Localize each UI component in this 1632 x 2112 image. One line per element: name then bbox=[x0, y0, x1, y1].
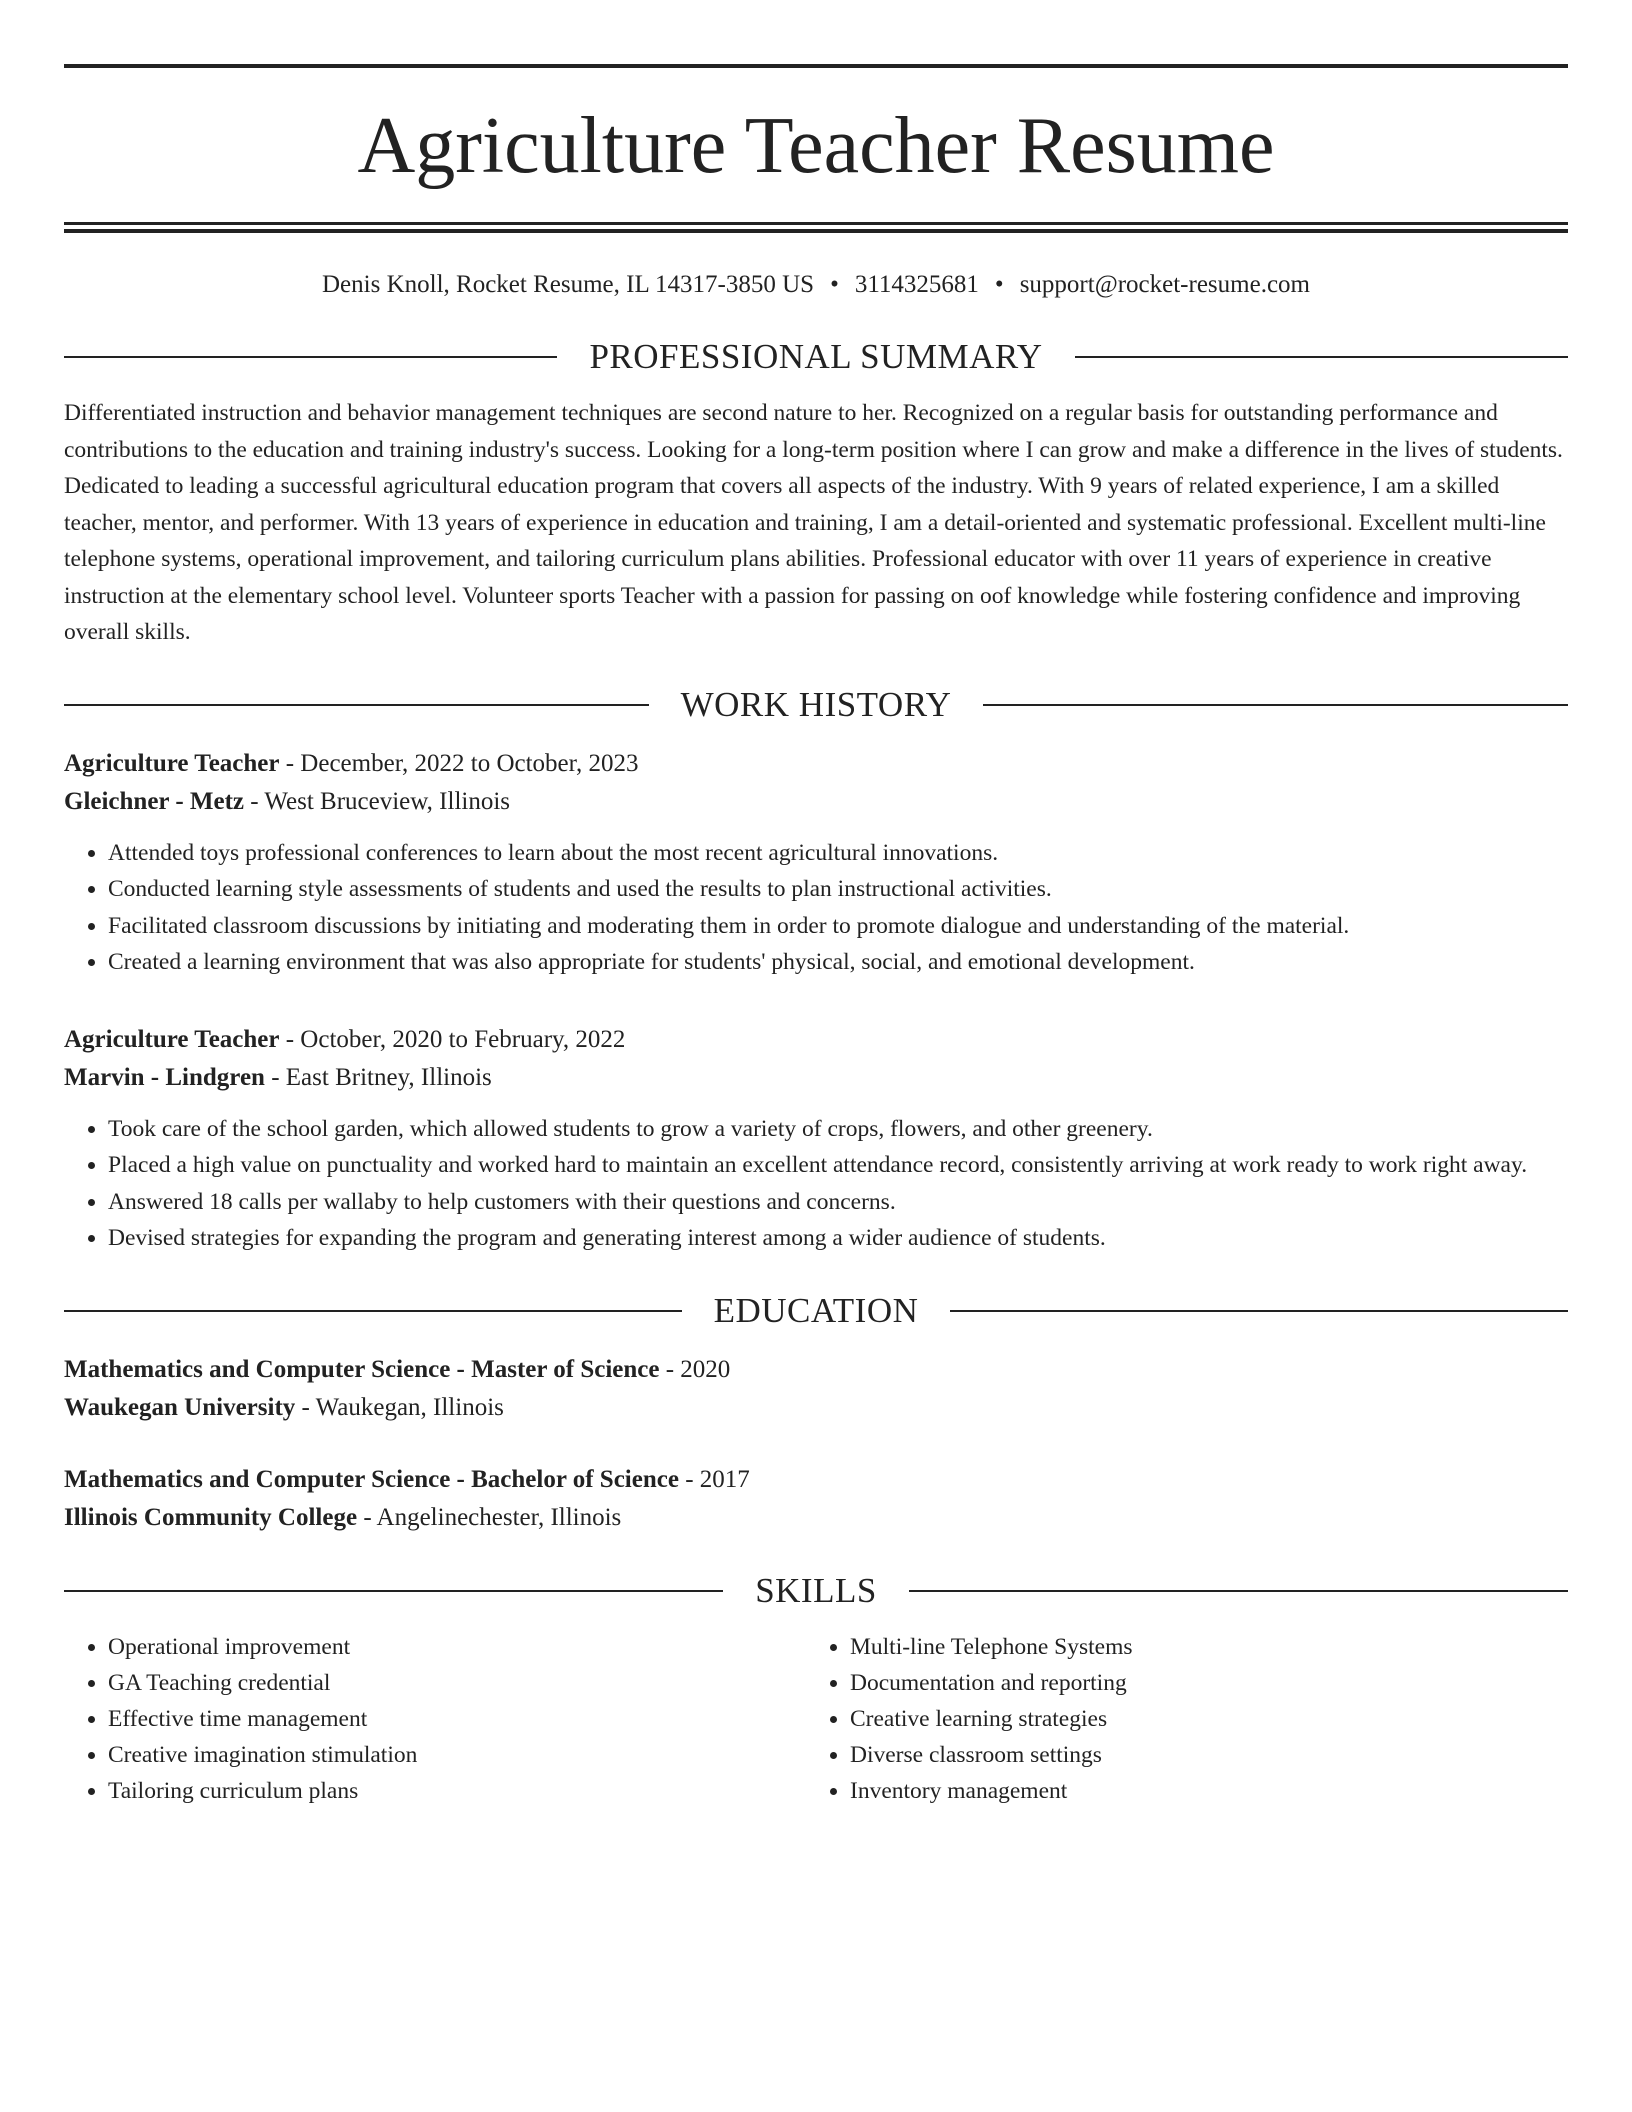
skills-list-left bbox=[64, 1629, 806, 1809]
job-dates: - December, 2022 to October, 2023 bbox=[279, 749, 639, 777]
section-rule-left bbox=[64, 704, 649, 706]
skills-heading: SKILLS bbox=[755, 1570, 877, 1610]
summary-section-header bbox=[64, 335, 1568, 379]
contact-email: support@rocket-resume.com bbox=[1019, 271, 1310, 298]
degree-line bbox=[64, 1461, 1568, 1499]
skill-item: • Diverse classroom settings bbox=[850, 1737, 1548, 1773]
skill-item: • Inventory management bbox=[850, 1773, 1548, 1809]
job-bullet: • Created a learning environment that was also appropriate for students' physical, social, and emotional development. bbox=[108, 944, 1568, 981]
school-location: - Waukegan, Illinois bbox=[295, 1393, 504, 1421]
job-title-line bbox=[64, 1021, 1568, 1059]
school: Illinois Community College bbox=[64, 1503, 358, 1531]
job-location: - East Britney, Illinois bbox=[264, 1063, 492, 1091]
education-heading: EDUCATION bbox=[713, 1290, 919, 1330]
section-rule-left bbox=[64, 1590, 723, 1592]
school-line bbox=[64, 1499, 1568, 1537]
school: Waukegan University bbox=[64, 1393, 296, 1421]
skill-item: • Multi-line Telephone Systems bbox=[850, 1629, 1548, 1665]
contact-address: Denis Knoll, Rocket Resume, IL 14317-3850 US bbox=[322, 271, 815, 298]
resume-title: Agriculture Teacher Resume bbox=[357, 102, 1275, 190]
job-location: - West Bruceview, Illinois bbox=[244, 787, 511, 815]
skill-item: • GA Teaching credential bbox=[108, 1665, 806, 1701]
job-entry bbox=[64, 745, 1568, 981]
skill-item: • Documentation and reporting bbox=[850, 1665, 1548, 1701]
job-bullet: • Took care of the school garden, which allowed students to grow a variety of crops, flowers, and other greenery. bbox=[108, 1111, 1568, 1148]
title-double-rule bbox=[64, 222, 1568, 233]
section-rule-right bbox=[983, 704, 1568, 706]
job-bullets bbox=[64, 835, 1568, 981]
skills-columns bbox=[64, 1629, 1568, 1809]
degree: Mathematics and Computer Science - Master of Science bbox=[64, 1355, 660, 1383]
section-rule-left bbox=[64, 1310, 682, 1312]
job-dates: - October, 2020 to February, 2022 bbox=[279, 1025, 626, 1053]
degree-year: - 2020 bbox=[659, 1355, 731, 1383]
skill-item: • Creative imagination stimulation bbox=[108, 1737, 806, 1773]
contact-separator: • bbox=[830, 271, 839, 298]
job-title: Agriculture Teacher bbox=[64, 1025, 280, 1053]
skills-section-header bbox=[64, 1569, 1568, 1613]
education-entry bbox=[64, 1461, 1568, 1537]
education-section-header bbox=[64, 1289, 1568, 1333]
section-rule-right bbox=[909, 1590, 1568, 1592]
job-entry bbox=[64, 1021, 1568, 1257]
contact-phone: 3114325681 bbox=[854, 271, 979, 298]
resume-page bbox=[64, 64, 1568, 1809]
skill-item: • Tailoring curriculum plans bbox=[108, 1773, 806, 1809]
job-bullet: • Facilitated classroom discussions by initiating and moderating them in order to promote dialogue and understanding of the material. bbox=[108, 908, 1568, 945]
skills-list-right bbox=[806, 1629, 1548, 1809]
job-title: Agriculture Teacher bbox=[64, 749, 280, 777]
job-bullet: • Answered 18 calls per wallaby to help customers with their questions and concerns. bbox=[108, 1184, 1568, 1221]
job-company-line bbox=[64, 1059, 1568, 1097]
top-rule bbox=[64, 64, 1568, 68]
school-location: - Angelinechester, Illinois bbox=[357, 1503, 622, 1531]
job-company: Gleichner - Metz bbox=[64, 787, 245, 815]
contact-line bbox=[64, 267, 1568, 303]
job-bullet: • Conducted learning style assessments of students and used the results to plan instructional activities. bbox=[108, 871, 1568, 908]
job-bullet: • Placed a high value on punctuality and worked hard to maintain an excellent attendance record, consistently arriving at work ready to work right away. bbox=[108, 1147, 1568, 1184]
section-rule-right bbox=[950, 1310, 1568, 1312]
job-bullet: • Attended toys professional conferences to learn about the most recent agricultural innovations. bbox=[108, 835, 1568, 872]
job-company: Marvin - Lindgren bbox=[64, 1063, 265, 1091]
job-company-line bbox=[64, 783, 1568, 821]
skill-item: • Effective time management bbox=[108, 1701, 806, 1737]
section-rule-right bbox=[1075, 356, 1568, 358]
degree-year: - 2017 bbox=[678, 1465, 750, 1493]
degree: Mathematics and Computer Science - Bachelor of Science bbox=[64, 1465, 679, 1493]
degree-line bbox=[64, 1351, 1568, 1389]
school-line bbox=[64, 1389, 1568, 1427]
work-heading: WORK HISTORY bbox=[680, 684, 952, 724]
contact-separator: • bbox=[994, 271, 1004, 298]
education-entry bbox=[64, 1351, 1568, 1427]
section-rule-left bbox=[64, 356, 557, 358]
work-section-header bbox=[64, 683, 1568, 727]
job-bullets bbox=[64, 1111, 1568, 1257]
job-title-line bbox=[64, 745, 1568, 783]
job-bullet: • Devised strategies for expanding the program and generating interest among a wider audience of students. bbox=[108, 1220, 1568, 1257]
skill-item: • Creative learning strategies bbox=[850, 1701, 1548, 1737]
summary-text: Differentiated instruction and behavior management techniques are second nature to her. Recognized on a regular basis for outstanding performance and contributions to the education and training industry's success. Looking for a long-term position where I can grow and make a difference in the lives of students. Dedicated to leading a successful agricultural education program that covers all aspects of the industry. With 9 years of related experience, I am a skilled teacher, mentor, and performer. With 13 years of experience in education and training, I am a detail-oriented and systematic professional. Excellent multi-line telephone systems, operational improvement, and tailoring curriculum plans abilities. Professional educator with over 11 years of experience in creative instruction at the elementary school level. Volunteer sports Teacher with a passion for passing on oof knowledge while fostering confidence and improving overall skills. bbox=[64, 400, 1563, 645]
summary-heading: PROFESSIONAL SUMMARY bbox=[589, 337, 1043, 376]
skill-item: • Operational improvement bbox=[108, 1629, 806, 1665]
